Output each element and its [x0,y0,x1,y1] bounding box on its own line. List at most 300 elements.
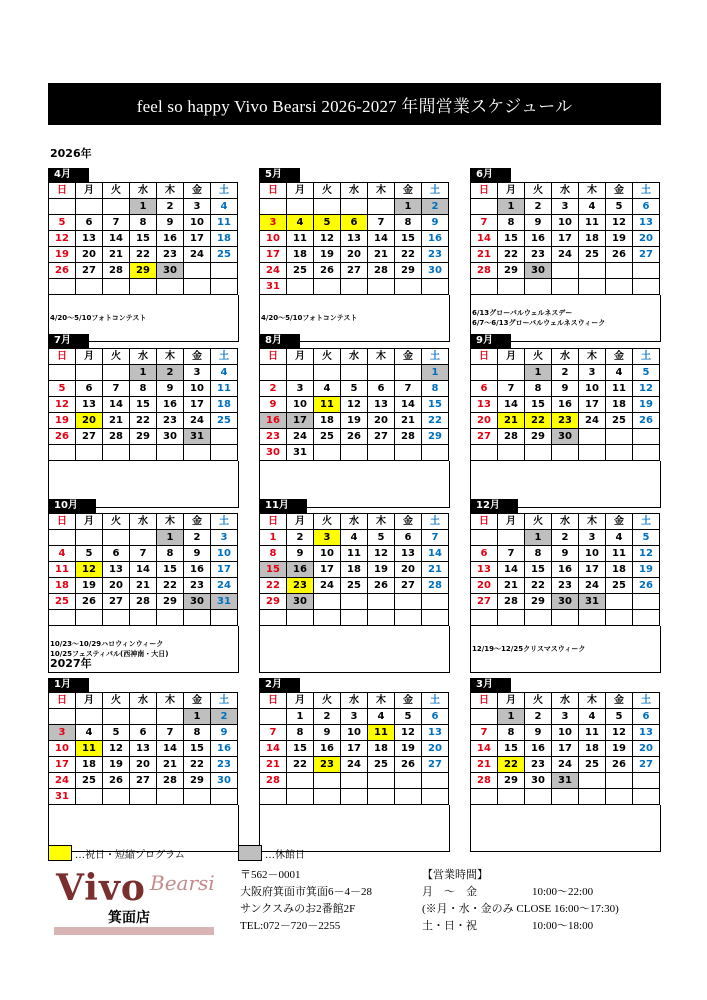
weekday-header: 月 [498,514,525,530]
event-note: 4/20～5/10フォトコンテスト [261,314,358,322]
day-cell: 28 [103,263,130,279]
day-cell: 12 [76,562,103,578]
day-cell: 22 [422,413,449,429]
weekday-header: 木 [368,183,395,199]
weekday-header: 水 [341,514,368,530]
weekday-header: 月 [76,349,103,365]
day-cell: 4 [287,215,314,231]
empty-cell [49,709,76,725]
day-cell: 2 [157,365,184,381]
day-cell: 2 [260,381,287,397]
day-cell: 19 [49,247,76,263]
empty-cell [395,594,422,610]
day-cell: 9 [552,381,579,397]
day-cell: 29 [525,594,552,610]
day-cell: 10 [314,546,341,562]
weekday-header: 木 [157,349,184,365]
empty-cell [633,773,660,789]
empty-cell [130,279,157,295]
day-cell: 1 [525,530,552,546]
day-cell: 27 [395,578,422,594]
day-cell: 21 [498,578,525,594]
day-cell: 17 [49,757,76,773]
empty-cell [606,789,633,805]
day-cell: 23 [552,413,579,429]
empty-cell [422,279,449,295]
day-cell: 22 [498,757,525,773]
day-cell: 21 [103,413,130,429]
month-label: 12月 [470,499,518,513]
empty-cell [341,594,368,610]
empty-cell [287,365,314,381]
day-cell: 30 [422,263,449,279]
weekday-header: 日 [471,183,498,199]
month-calendar [48,162,238,342]
day-cell: 5 [341,381,368,397]
weekday-header: 水 [130,693,157,709]
day-cell: 21 [471,247,498,263]
weekday-header: 月 [287,349,314,365]
empty-cell [287,773,314,789]
day-cell: 16 [525,741,552,757]
day-cell: 15 [498,741,525,757]
weekday-header: 土 [422,183,449,199]
month-label: 6月 [470,168,511,182]
logo-vivo: Vivo [56,867,146,909]
footer [48,845,661,935]
day-cell: 26 [606,757,633,773]
day-cell: 18 [579,741,606,757]
empty-cell [498,445,525,461]
day-cell: 27 [633,757,660,773]
day-cell: 28 [471,263,498,279]
day-cell: 5 [633,530,660,546]
day-cell: 14 [498,397,525,413]
day-cell: 28 [471,773,498,789]
day-cell: 9 [314,725,341,741]
weekday-header: 水 [552,349,579,365]
empty-cell [76,199,103,215]
day-cell: 11 [579,725,606,741]
day-cell: 24 [287,429,314,445]
empty-cell [103,445,130,461]
weekday-header: 月 [76,514,103,530]
day-cell: 7 [260,725,287,741]
day-cell: 26 [633,578,660,594]
day-cell: 17 [341,741,368,757]
empty-cell [552,263,579,279]
empty-cell [498,610,525,626]
empty-cell [368,445,395,461]
day-cell: 30 [157,263,184,279]
weekday-header: 金 [606,693,633,709]
weekday-header: 金 [184,349,211,365]
day-cell: 17 [211,562,238,578]
weekday-header: 金 [606,349,633,365]
day-cell: 4 [579,199,606,215]
day-cell: 12 [49,397,76,413]
day-cell: 1 [287,709,314,725]
day-cell: 25 [211,413,238,429]
day-cell: 20 [471,413,498,429]
day-cell: 26 [314,263,341,279]
day-cell: 4 [211,365,238,381]
weekday-header: 火 [525,349,552,365]
empty-cell [395,445,422,461]
empty-cell [76,530,103,546]
weekday-header: 木 [157,183,184,199]
day-cell: 27 [130,773,157,789]
month-calendar [470,672,660,852]
empty-cell [552,789,579,805]
legend-closed-label: …休館日 [265,849,305,861]
day-cell: 4 [49,546,76,562]
day-cell: 2 [552,530,579,546]
day-cell: 3 [184,365,211,381]
year-label-2026: 2026年 [50,147,92,160]
event-note: 6/7～6/13グローバルウェルネスウィーク [472,319,606,327]
day-cell: 14 [368,231,395,247]
zip-code: 〒562－0001 [240,869,301,881]
empty-cell [157,610,184,626]
day-cell: 13 [633,725,660,741]
month-label: 10月 [48,499,96,513]
day-cell: 29 [498,773,525,789]
weekday-header: 水 [130,183,157,199]
day-cell: 31 [260,279,287,295]
month-table [470,182,660,295]
day-cell: 29 [157,594,184,610]
weekday-header: 月 [498,183,525,199]
empty-cell [157,445,184,461]
day-cell: 1 [184,709,211,725]
empty-cell [76,709,103,725]
empty-cell [633,789,660,805]
weekday-header: 月 [498,693,525,709]
month-calendar [259,328,449,508]
day-cell: 1 [422,365,449,381]
day-cell: 5 [368,530,395,546]
month-calendar [470,328,660,508]
day-cell: 2 [422,199,449,215]
day-cell: 5 [103,725,130,741]
day-cell: 1 [498,199,525,215]
day-cell: 20 [76,413,103,429]
empty-cell [579,279,606,295]
day-cell: 3 [260,215,287,231]
day-cell: 19 [49,413,76,429]
day-cell: 26 [368,578,395,594]
day-cell: 16 [260,413,287,429]
day-cell: 15 [422,397,449,413]
day-cell: 27 [103,594,130,610]
weekday-header: 火 [525,183,552,199]
month-label: 5月 [259,168,300,182]
hours-weekday-time: 10:00～22:00 [532,886,594,898]
empty-cell [49,199,76,215]
day-cell: 23 [525,247,552,263]
day-cell: 6 [422,709,449,725]
empty-cell [341,789,368,805]
hours-heading: 【営業時間】 [422,869,488,881]
weekday-header: 金 [395,514,422,530]
empty-cell [606,429,633,445]
empty-cell [498,789,525,805]
day-cell: 11 [579,215,606,231]
weekday-header: 金 [184,693,211,709]
month-table [470,513,660,626]
empty-cell [633,263,660,279]
month-table [259,348,449,461]
day-cell: 5 [395,709,422,725]
day-cell: 25 [49,594,76,610]
day-cell: 8 [498,215,525,231]
day-cell: 12 [368,546,395,562]
day-cell: 9 [287,546,314,562]
weekday-header: 土 [422,514,449,530]
day-cell: 26 [606,247,633,263]
day-cell: 14 [260,741,287,757]
day-cell: 11 [606,546,633,562]
empty-cell [498,530,525,546]
day-cell: 10 [579,381,606,397]
empty-cell [368,773,395,789]
weekday-header: 火 [525,514,552,530]
day-cell: 19 [103,757,130,773]
day-cell: 13 [103,562,130,578]
day-cell: 9 [552,546,579,562]
day-cell: 12 [103,741,130,757]
day-cell: 1 [130,199,157,215]
day-cell: 4 [211,199,238,215]
day-cell: 3 [287,381,314,397]
day-cell: 24 [579,578,606,594]
day-cell: 31 [287,445,314,461]
day-cell: 11 [606,381,633,397]
empty-cell [314,610,341,626]
day-cell: 14 [471,741,498,757]
day-cell: 4 [314,381,341,397]
day-cell: 16 [422,231,449,247]
empty-cell [103,709,130,725]
day-cell: 8 [130,215,157,231]
day-cell: 9 [525,215,552,231]
day-cell: 25 [76,773,103,789]
month-table [259,692,449,805]
day-cell: 19 [633,562,660,578]
weekday-header: 水 [552,514,579,530]
day-cell: 8 [525,381,552,397]
empty-cell [341,199,368,215]
empty-cell [184,263,211,279]
day-cell: 3 [579,530,606,546]
day-cell: 4 [579,709,606,725]
day-cell: 14 [498,562,525,578]
weekday-header: 火 [314,693,341,709]
address-line1: 大阪府箕面市箕面6－4－28 [240,886,372,898]
day-cell: 22 [287,757,314,773]
empty-cell [76,610,103,626]
day-cell: 29 [184,773,211,789]
day-cell: 17 [552,741,579,757]
day-cell: 13 [76,397,103,413]
day-cell: 15 [184,741,211,757]
day-cell: 18 [211,397,238,413]
empty-cell [422,445,449,461]
empty-cell [341,365,368,381]
day-cell: 24 [552,757,579,773]
weekday-header: 水 [341,693,368,709]
day-cell: 10 [579,546,606,562]
day-cell: 12 [606,725,633,741]
day-cell: 22 [260,578,287,594]
empty-cell [579,610,606,626]
weekday-header: 土 [211,693,238,709]
day-cell: 18 [341,562,368,578]
day-cell: 23 [422,247,449,263]
day-cell: 5 [49,215,76,231]
day-cell: 31 [552,773,579,789]
day-cell: 16 [184,562,211,578]
day-cell: 7 [395,381,422,397]
day-cell: 7 [103,381,130,397]
day-cell: 27 [368,429,395,445]
day-cell: 6 [368,381,395,397]
month-calendar [470,493,660,673]
weekday-header: 土 [211,183,238,199]
day-cell: 21 [260,757,287,773]
month-label: 7月 [48,334,89,348]
day-cell: 16 [525,231,552,247]
day-cell: 25 [579,247,606,263]
day-cell: 15 [130,397,157,413]
empty-cell [579,445,606,461]
day-cell: 13 [130,741,157,757]
day-cell: 13 [76,231,103,247]
day-cell: 3 [552,199,579,215]
day-cell: 24 [579,413,606,429]
day-cell: 12 [341,397,368,413]
empty-cell [471,199,498,215]
empty-cell [368,594,395,610]
empty-cell [76,365,103,381]
empty-cell [633,445,660,461]
month-calendar [48,672,238,852]
day-cell: 23 [525,757,552,773]
day-cell: 23 [157,413,184,429]
day-cell: 28 [130,594,157,610]
day-cell: 26 [341,429,368,445]
hours-weekday-label: 月 ～ 金 [422,886,477,898]
day-cell: 14 [422,546,449,562]
empty-cell [368,610,395,626]
day-cell: 20 [633,231,660,247]
day-cell: 18 [606,397,633,413]
month-label: 11月 [259,499,307,513]
day-cell: 11 [211,381,238,397]
empty-cell [498,365,525,381]
empty-cell [184,789,211,805]
weekday-header: 木 [368,349,395,365]
weekday-header: 日 [260,514,287,530]
day-cell: 18 [314,413,341,429]
day-cell: 11 [76,741,103,757]
month-table [48,692,238,805]
day-cell: 4 [76,725,103,741]
empty-cell [103,610,130,626]
weekday-header: 水 [552,183,579,199]
day-cell: 5 [49,381,76,397]
empty-cell [211,429,238,445]
day-cell: 1 [260,530,287,546]
hours-weekend-time: 10:00～18:00 [532,920,594,932]
empty-cell [287,279,314,295]
weekday-header: 火 [314,514,341,530]
day-cell: 24 [184,247,211,263]
day-cell: 19 [314,247,341,263]
day-cell: 9 [525,725,552,741]
day-cell: 21 [103,247,130,263]
weekday-header: 日 [49,349,76,365]
year-label-2027: 2027年 [50,657,92,670]
day-cell: 10 [184,215,211,231]
logo-bar [54,927,214,935]
day-cell: 10 [552,725,579,741]
empty-cell [395,610,422,626]
weekday-header: 土 [211,349,238,365]
empty-cell [471,365,498,381]
empty-cell [287,610,314,626]
day-cell: 19 [606,231,633,247]
empty-cell [471,789,498,805]
empty-cell [606,279,633,295]
event-note: 6/13グローバルウェルネスデー [472,309,573,317]
weekday-header: 水 [341,183,368,199]
month-table [259,513,449,626]
day-cell: 8 [422,381,449,397]
day-cell: 13 [395,546,422,562]
empty-cell [422,789,449,805]
day-cell: 30 [525,263,552,279]
day-cell: 6 [395,530,422,546]
day-cell: 30 [552,594,579,610]
day-cell: 28 [498,594,525,610]
day-cell: 10 [211,546,238,562]
day-cell: 11 [287,231,314,247]
day-cell: 24 [184,413,211,429]
empty-cell [103,279,130,295]
month-table [48,348,238,461]
empty-cell [49,610,76,626]
day-cell: 12 [606,215,633,231]
weekday-header: 土 [633,693,660,709]
day-cell: 19 [341,413,368,429]
day-cell: 20 [130,757,157,773]
empty-cell [341,279,368,295]
day-cell: 15 [287,741,314,757]
day-cell: 14 [103,397,130,413]
empty-cell [314,365,341,381]
day-cell: 7 [368,215,395,231]
empty-cell [130,530,157,546]
day-cell: 9 [157,215,184,231]
empty-cell [498,279,525,295]
empty-cell [368,279,395,295]
weekday-header: 日 [471,693,498,709]
month-label: 3月 [470,678,511,692]
day-cell: 27 [471,594,498,610]
day-cell: 17 [184,231,211,247]
